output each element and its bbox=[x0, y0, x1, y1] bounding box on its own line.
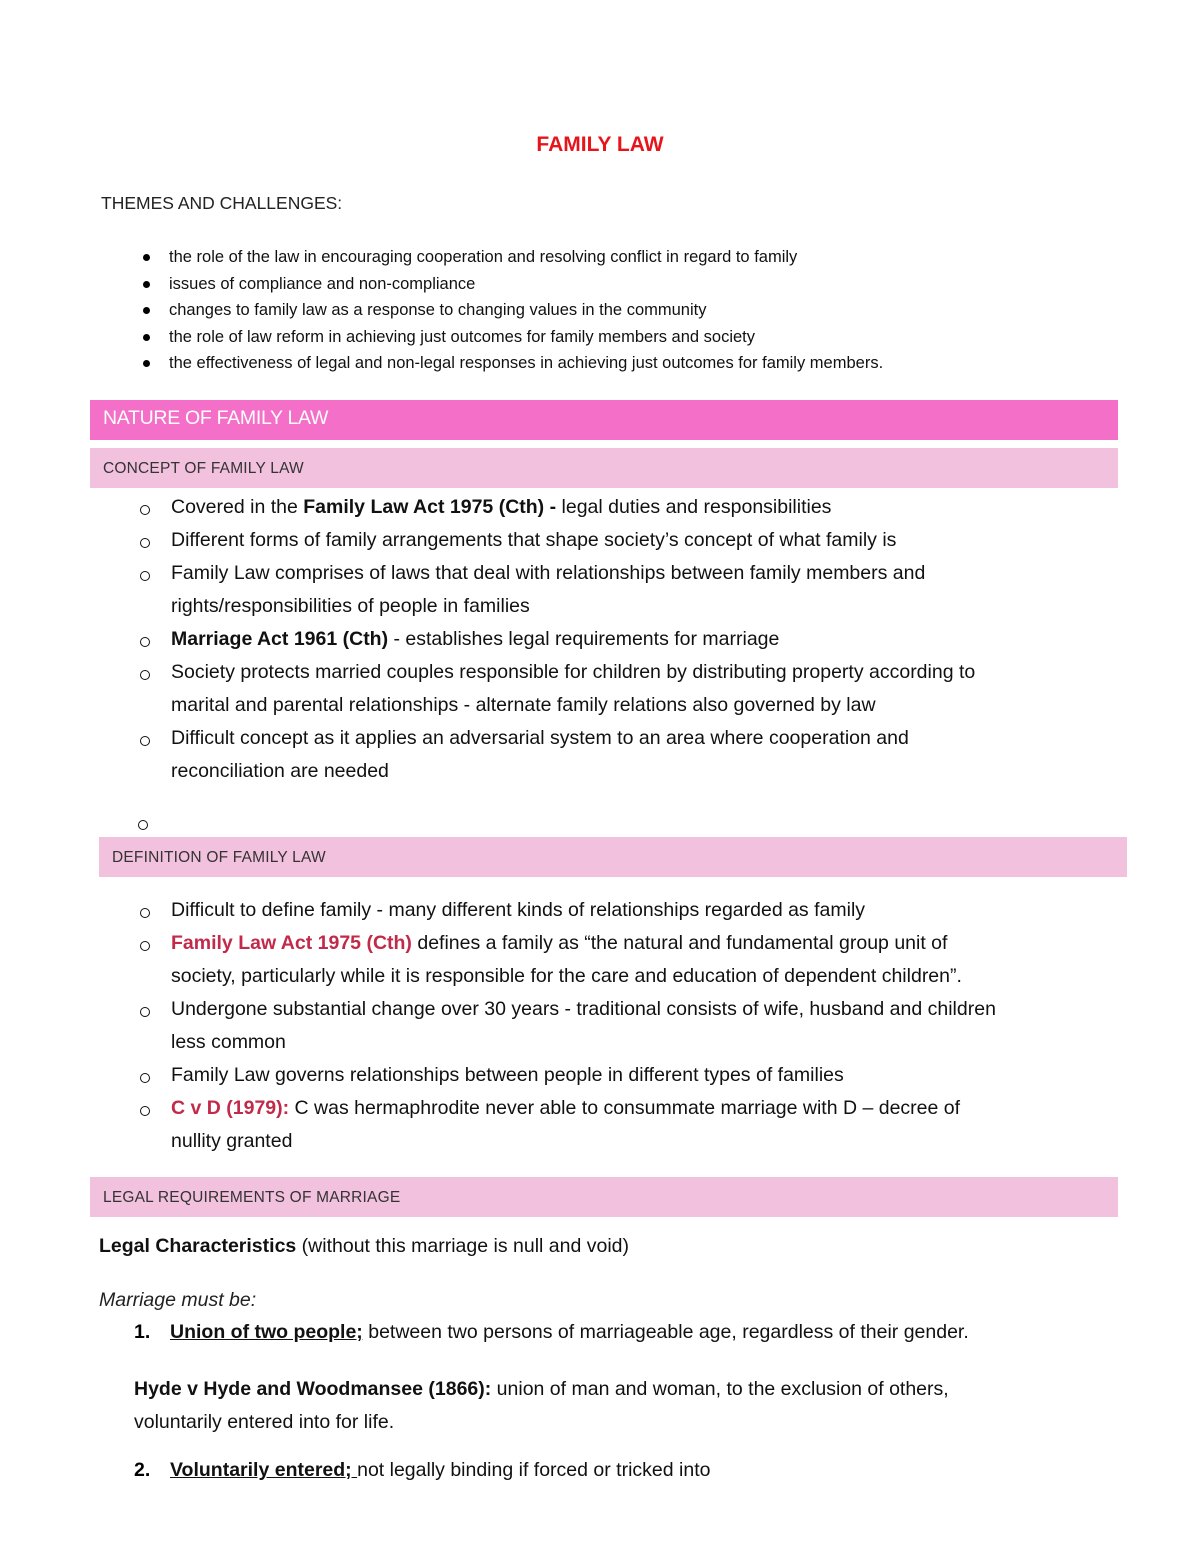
bullet-icon bbox=[143, 307, 150, 314]
circle-bullet-icon bbox=[140, 571, 150, 581]
circle-bullet-icon bbox=[140, 670, 150, 680]
empty-circle-bullet-icon bbox=[138, 820, 148, 830]
themes-label: THEMES AND CHALLENGES: bbox=[101, 193, 343, 213]
list-item: Difficult to define family - many different kinds of relationships regarded as family bbox=[101, 894, 996, 927]
item-number: 1. bbox=[134, 1321, 151, 1343]
list-item: the role of law reform in achieving just outcomes for family members and society bbox=[101, 324, 883, 351]
circle-bullet-icon bbox=[140, 736, 150, 746]
concept-list bbox=[101, 491, 975, 788]
list-item: the role of the law in encouraging cooperation and resolving conflict in regard to family bbox=[101, 244, 883, 271]
subheading-definition: DEFINITION OF FAMILY LAW bbox=[99, 837, 1127, 877]
list-item: Marriage Act 1961 (Cth) - establishes legal requirements for marriage bbox=[101, 623, 975, 656]
circle-bullet-icon bbox=[140, 637, 150, 647]
circle-bullet-icon bbox=[140, 1007, 150, 1017]
list-item: changes to family law as a response to changing values in the community bbox=[101, 297, 883, 324]
list-item: issues of compliance and non-compliance bbox=[101, 271, 883, 298]
subheading-concept: CONCEPT OF FAMILY LAW bbox=[90, 448, 1118, 488]
circle-bullet-icon bbox=[140, 1073, 150, 1083]
marriage-must-be: Marriage must be: bbox=[99, 1289, 257, 1311]
item-number: 2. bbox=[134, 1459, 151, 1481]
list-item: Difficult concept as it applies an adversarial system to an area where cooperation and reconciliation are needed bbox=[101, 722, 975, 788]
list-item: the effectiveness of legal and non-legal responses in achieving just outcomes for family members. bbox=[101, 350, 883, 377]
bullet-icon bbox=[143, 281, 150, 288]
list-item: Family Law comprises of laws that deal with relationships between family members and rights/responsibilities of people in families bbox=[101, 557, 975, 623]
circle-bullet-icon bbox=[140, 538, 150, 548]
document-title: FAMILY LAW bbox=[536, 133, 664, 156]
list-item: Family Law governs relationships between people in different types of families bbox=[101, 1059, 996, 1092]
section-heading-nature: NATURE OF FAMILY LAW bbox=[90, 400, 1118, 440]
list-item: Different forms of family arrangements that shape society’s concept of what family is bbox=[101, 524, 975, 557]
list-item: C v D (1979): C was hermaphrodite never able to consummate marriage with D – decree of nullity granted bbox=[101, 1092, 996, 1158]
list-item: Covered in the Family Law Act 1975 (Cth) - legal duties and responsibilities bbox=[101, 491, 975, 524]
circle-bullet-icon bbox=[140, 505, 150, 515]
requirement-1: Union of two people; between two persons of marriageable age, regardless of their gender. bbox=[170, 1321, 969, 1343]
list-item: Family Law Act 1975 (Cth) defines a family as “the natural and fundamental group unit of society, particularly while it is responsible for the care and education of dependent children”. bbox=[101, 927, 996, 993]
definition-list bbox=[101, 894, 996, 1158]
themes-list bbox=[101, 244, 883, 377]
circle-bullet-icon bbox=[140, 908, 150, 918]
subheading-legal-requirements: LEGAL REQUIREMENTS OF MARRIAGE bbox=[90, 1177, 1118, 1217]
legal-characteristics: Legal Characteristics (without this marriage is null and void) bbox=[99, 1235, 629, 1257]
requirement-2: Voluntarily entered; not legally binding if forced or tricked into bbox=[170, 1459, 711, 1481]
circle-bullet-icon bbox=[140, 1106, 150, 1116]
circle-bullet-icon bbox=[140, 941, 150, 951]
list-item: Undergone substantial change over 30 years - traditional consists of wife, husband and children less common bbox=[101, 993, 996, 1059]
bullet-icon bbox=[143, 334, 150, 341]
case-hyde: Hyde v Hyde and Woodmansee (1866): union of man and woman, to the exclusion of others, voluntarily entered into for life. bbox=[134, 1378, 949, 1433]
bullet-icon bbox=[143, 360, 150, 367]
bullet-icon bbox=[143, 254, 150, 261]
list-item: Society protects married couples responsible for children by distributing property according to marital and parental relationships - alternate family relations also governed by law bbox=[101, 656, 975, 722]
